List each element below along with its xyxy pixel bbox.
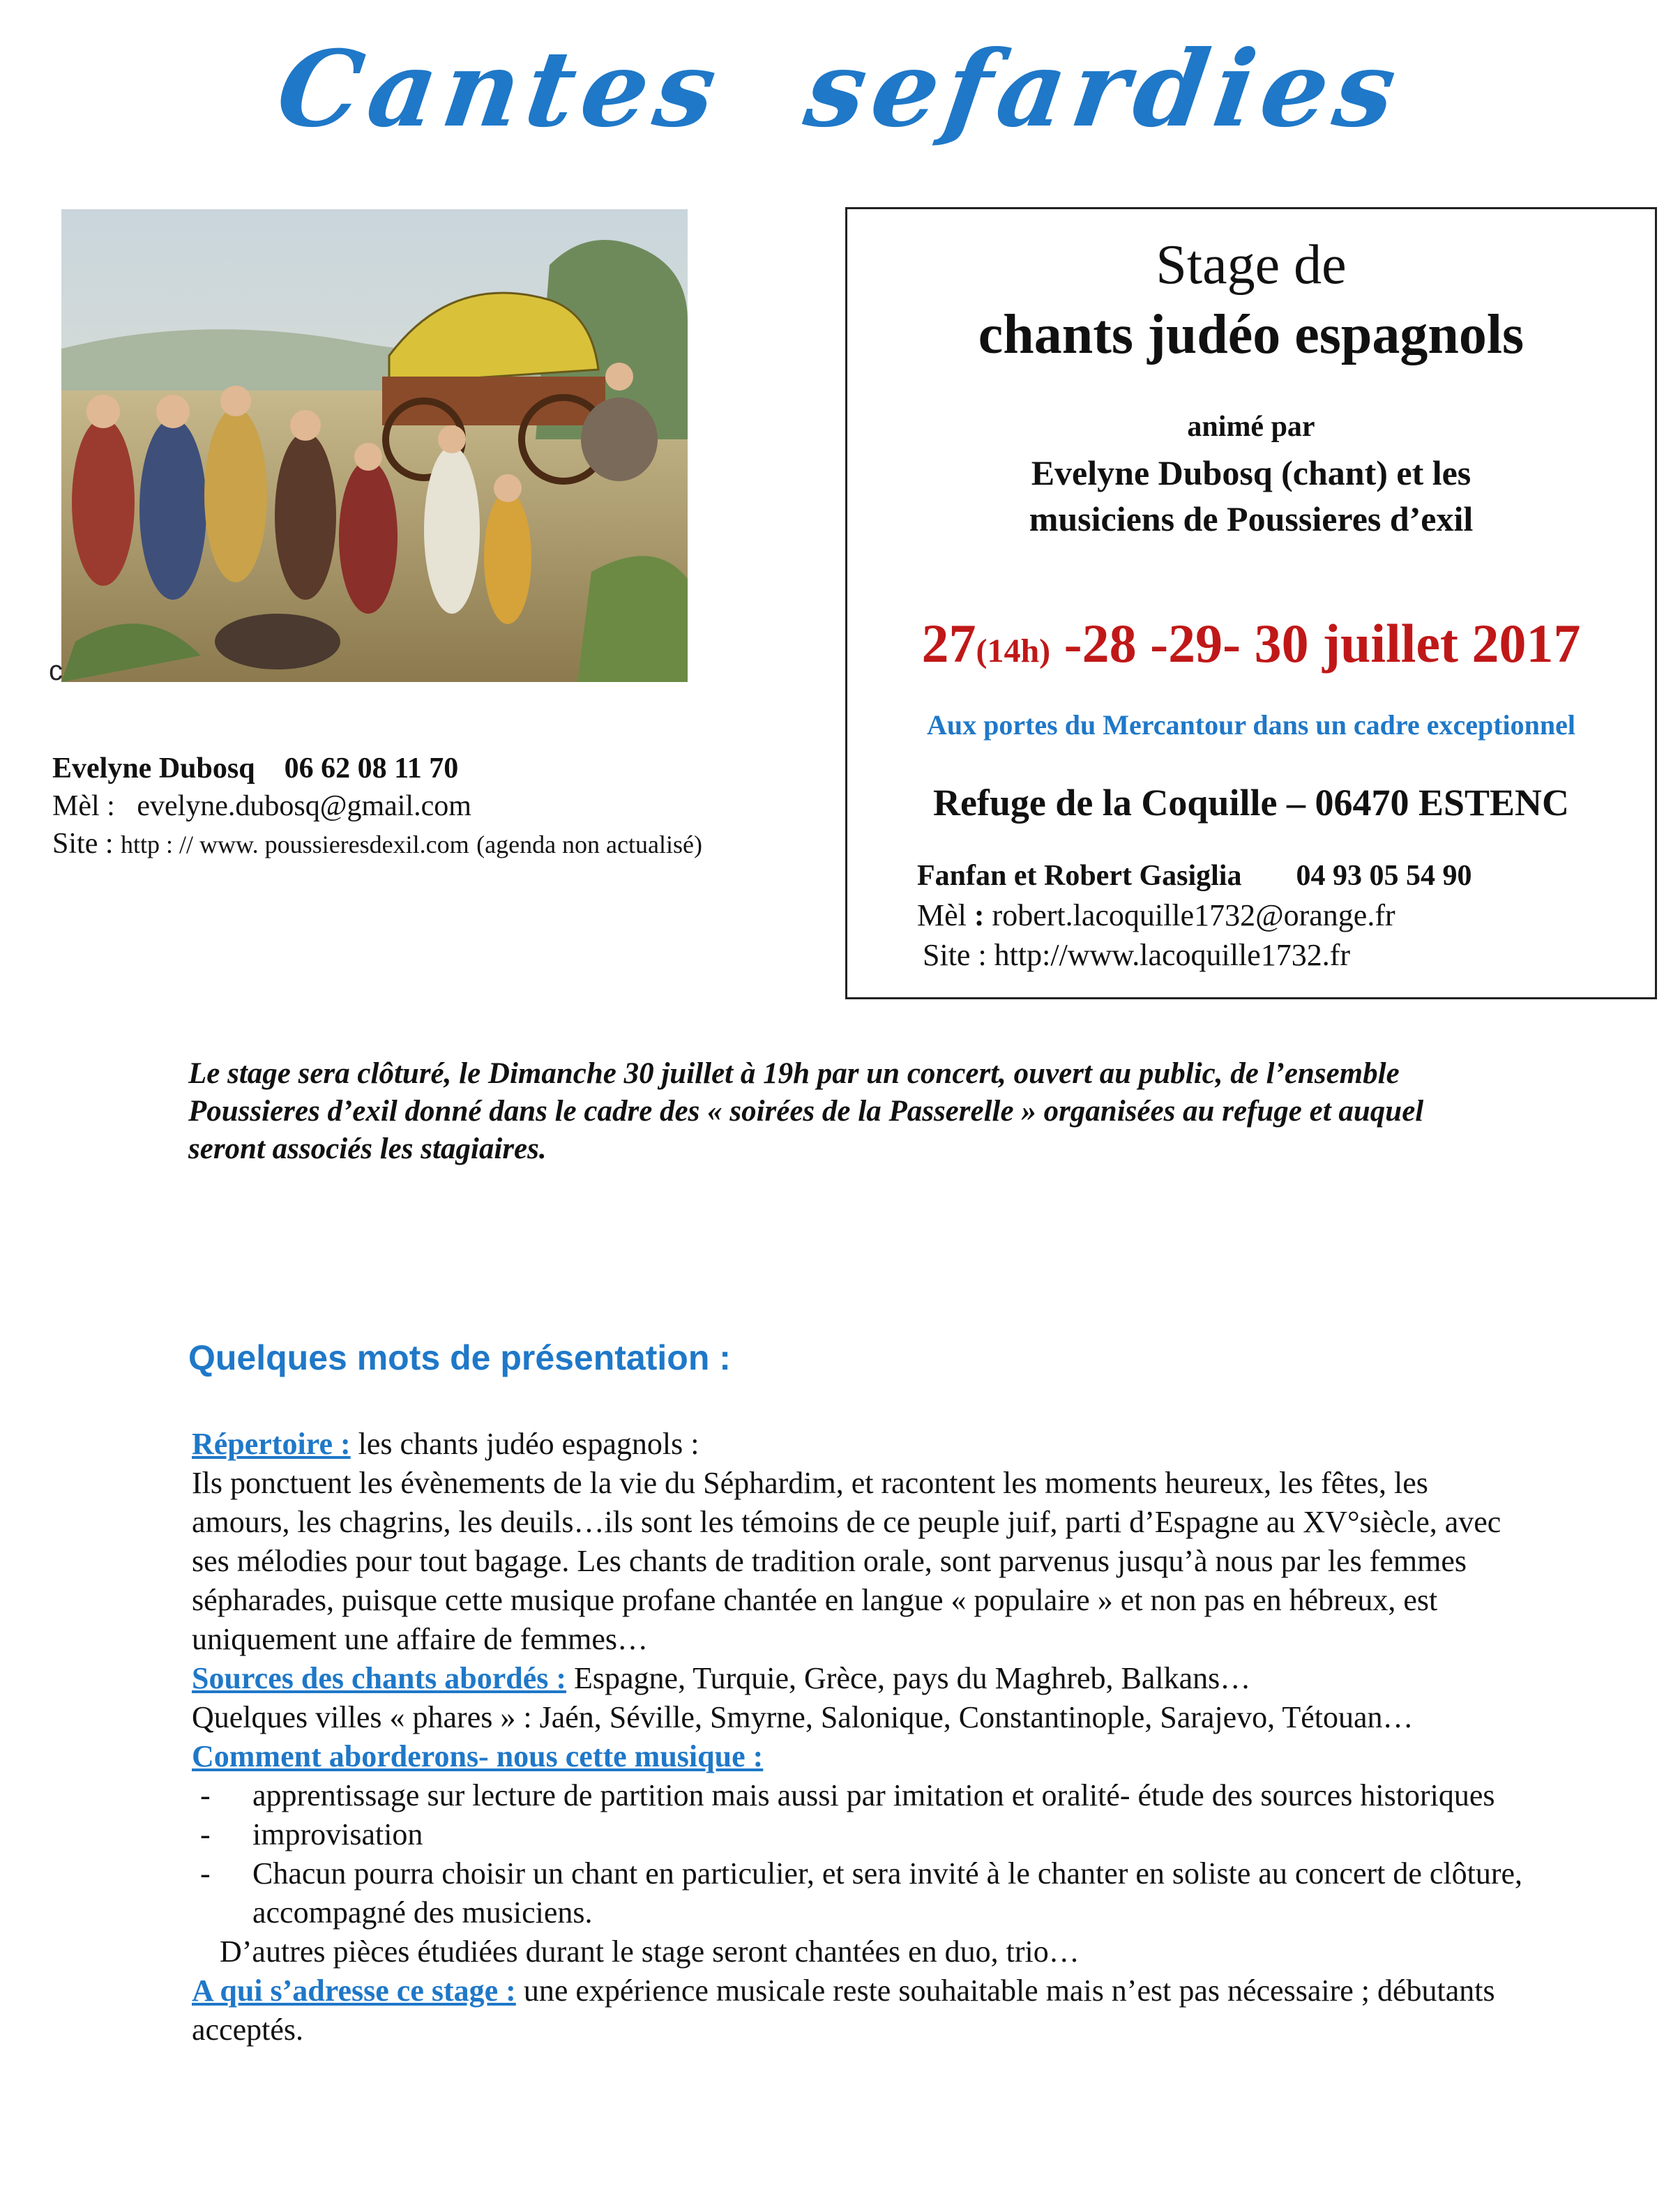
autres-line: D’autres pièces étudiées durant le stage seront chantées en duo, trio… (220, 1934, 1080, 1969)
aqui-line (192, 1971, 1531, 2050)
comment-line (192, 1737, 1531, 1776)
organizers (847, 450, 1655, 542)
villes-line: Quelques villes « phares » : Jaén, Séville, Smyrne, Salonique, Constantinople, Sarajevo, Tétouan… (192, 1700, 1414, 1734)
contact-line-mel (52, 787, 702, 825)
bullet-dash: - (200, 1778, 211, 1812)
hosts-line (917, 859, 1471, 893)
bullet-text: Chacun pourra choisir un chant en particulier, et sera invité à le chanter en soliste au concert de clôture, accompagné des musiciens. (252, 1856, 1523, 1930)
bullet-dash: - (200, 1817, 211, 1851)
page-title: Cantes sefardies (270, 28, 1410, 151)
bullet-item (192, 1854, 1531, 1932)
sources-text: Espagne, Turquie, Grèce, pays du Maghreb, Balkans… (566, 1661, 1251, 1695)
date-start: 27 (921, 613, 976, 674)
hosts-site[interactable]: Site : http://www.lacoquille1732.fr (923, 938, 1351, 972)
site-note: (agenda non actualisé) (476, 831, 702, 858)
organizers-line1: Evelyne Dubosq (chant) et les (1031, 453, 1471, 492)
contact-site-url[interactable]: http : // www. poussieresdexil.com (121, 831, 469, 858)
tagline: Aux portes du Mercantour dans un cadre exceptionnel (926, 709, 1576, 741)
presentation-heading: Quelques mots de présentation : (188, 1338, 731, 1377)
repertoire-line (192, 1425, 1531, 1464)
contact-phone: 06 62 08 11 70 (284, 752, 459, 785)
repertoire-body: Ils ponctuent les évènements de la vie du Séphardim, et racontent les moments heureux, les fêtes, les amours, les chagrins, les deuils…ils sont les témoins de ce peuple juif, parti d’Espagne au XV°siècle, avec ses mélodies pour tout bagage. Les chants de tradition orale, sont parvenus jusqu’à nous par les femmes sépharades, puisque cette musique profane chantée en langue « populaire » et non pas en hébreux, est uniquement une affaire de femmes… (192, 1466, 1501, 1656)
site-label: Site : (52, 828, 114, 860)
contact-block (52, 750, 702, 863)
repertoire-text: les chants judéo espagnols : (350, 1427, 699, 1461)
hosts-name: Fanfan et Robert Gasiglia (917, 860, 1242, 892)
bullet-item (192, 1776, 1531, 1815)
presentation-body (192, 1425, 1531, 2050)
closing-concert-text: Le stage sera clôturé, le Dimanche 30 juillet à 19h par un concert, ouvert au public, de l’ensemble Poussieres d’exil donné dans le cadre des « soirées de la Passerelle » organisées au refuge et auquel seront associés les stagiaires. (188, 1057, 1424, 1165)
hosts-phone: 04 93 05 54 90 (1296, 860, 1472, 892)
stage-title-line1: Stage de (1156, 234, 1347, 296)
stage-info-box (845, 207, 1657, 999)
hosts-mel-label: Mèl (917, 898, 967, 932)
repertoire-label: Répertoire : (192, 1427, 351, 1461)
refuge-address: Refuge de la Coquille – 06470 ESTENC (932, 782, 1570, 824)
contact-line-name (52, 750, 702, 787)
aqui-text: une expérience musicale reste souhaitable mais n’est pas nécessaire ; débutants acceptés. (192, 1974, 1495, 2047)
contact-name: Evelyne Dubosq (52, 752, 255, 785)
comment-label: Comment aborderons- nous cette musique : (192, 1739, 764, 1773)
bullet-dash: - (200, 1856, 211, 1891)
hosts-mel-sep: : (966, 898, 992, 932)
date-rest: -28 -29- 30 juillet 2017 (1050, 613, 1581, 674)
sources-label: Sources des chants abordés : (192, 1661, 567, 1695)
stray-caption: c (49, 656, 63, 686)
mel-label: Mèl : (52, 790, 115, 822)
organizers-line2: musiciens de Poussieres d’exil (1029, 499, 1474, 538)
stage-title-line2: chants judéo espagnols (978, 304, 1524, 365)
aqui-label: A qui s’adresse ce stage : (192, 1974, 516, 2008)
exodus-illustration (61, 209, 688, 682)
stage-dates (847, 612, 1655, 675)
hosts-email[interactable]: robert.lacoquille1732@orange.fr (992, 898, 1395, 932)
sources-line (192, 1659, 1531, 1698)
hosts-mel-line (917, 897, 1395, 933)
bullet-text: apprentissage sur lecture de partition mais aussi par imitation et oralité- étude des sources historiques (252, 1778, 1495, 1812)
anime-par: animé par (1187, 411, 1315, 443)
contact-email[interactable]: evelyne.dubosq@gmail.com (137, 790, 471, 822)
bullet-item (192, 1815, 1531, 1854)
bullet-text: improvisation (252, 1817, 423, 1851)
date-time: (14h) (976, 632, 1051, 669)
contact-line-site (52, 825, 702, 863)
